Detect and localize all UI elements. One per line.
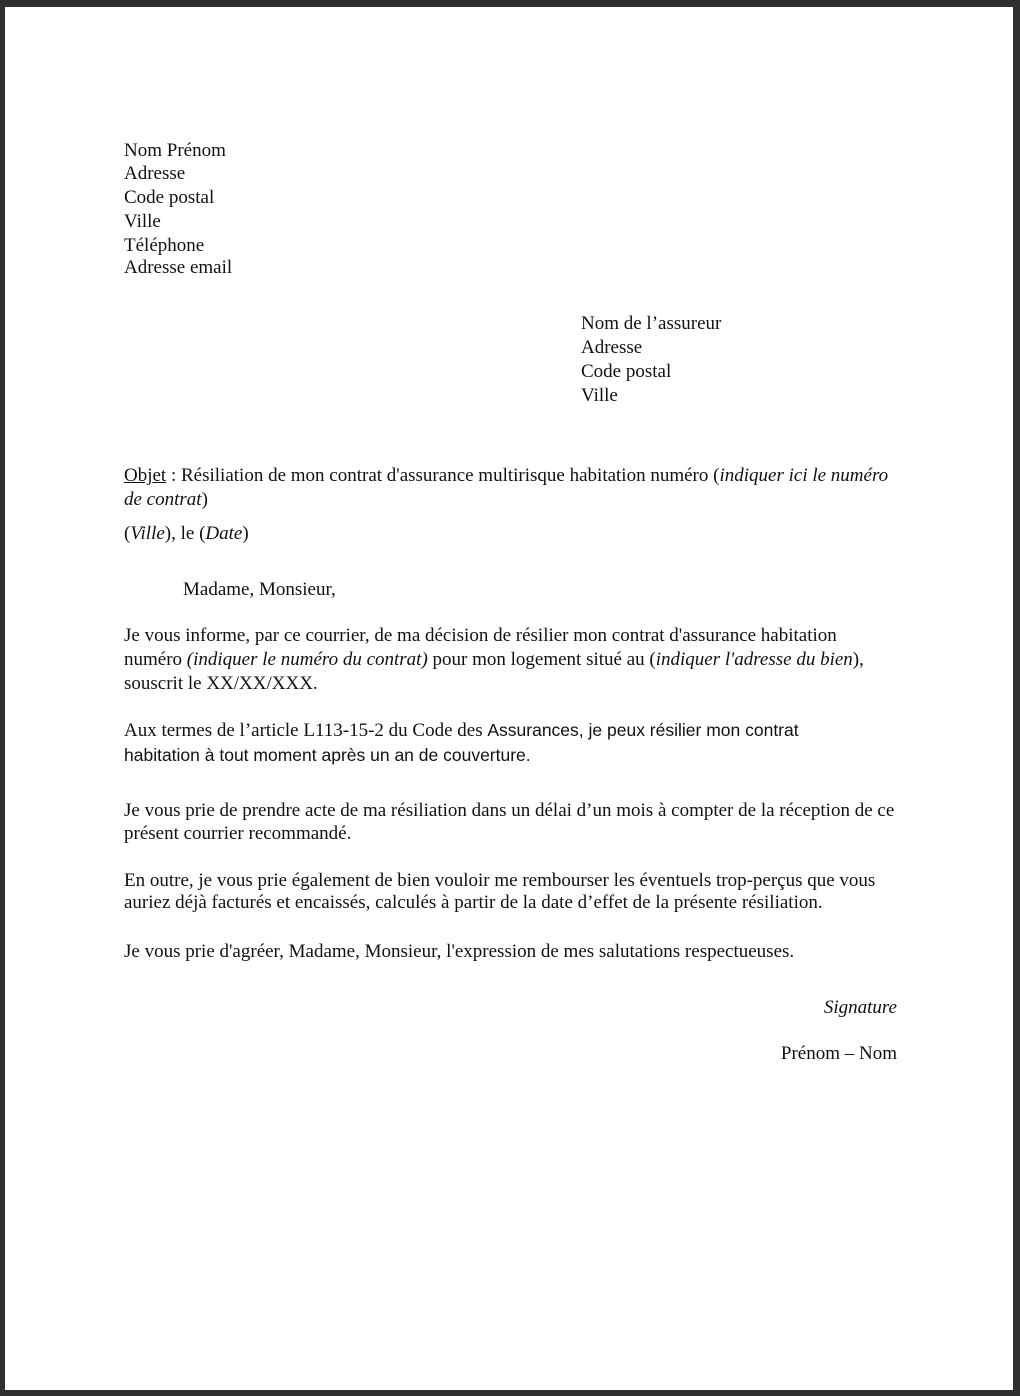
paragraph-4: En outre, je vous prie également de bien vouloir me rembourser les éventuels trop-perçus que vous auriez déjà facturés et encaissés, calculés à partir de la date d’effet de la présente résiliation. <box>124 870 876 913</box>
paragraph-1 <box>124 624 899 696</box>
sender-postal-code: Code postal <box>124 187 215 208</box>
paragraph-1-part-2: pour mon logement situé au ( <box>427 649 656 670</box>
insurer-city: Ville <box>581 385 618 406</box>
letter-page <box>5 7 1013 1390</box>
signature-label <box>824 996 897 1020</box>
signer-name: Prénom – Nom <box>780 1043 897 1064</box>
sender-name: Nom Prénom <box>124 140 226 161</box>
paragraph-1-part-1: Je vous informe, par ce courrier, de ma décision de résilier mon contrat d'assurance habitation numéro <box>124 625 837 670</box>
insurer-name: Nom de l’assureur <box>581 313 722 334</box>
place-date-middle: ), le ( <box>164 523 206 544</box>
date-placeholder: Date <box>205 523 243 544</box>
insurer-address: Adresse <box>581 337 643 358</box>
city-placeholder: Ville <box>130 523 165 544</box>
place-date-open: ( <box>124 523 131 544</box>
place-date <box>124 522 249 546</box>
paragraph-2-sans: Assurances, je peux résilier mon contrat habitation à tout moment après un an de couverture. <box>124 720 799 765</box>
paragraph-2-serif: Aux termes de l’article L113-15-2 du Code des <box>124 720 488 741</box>
subject-suffix: ) <box>201 489 208 510</box>
sender-address: Adresse <box>124 163 186 184</box>
place-date-close: ) <box>242 523 249 544</box>
sender-phone: Téléphone <box>124 235 205 256</box>
closing-formula: Je vous prie d'agréer, Madame, Monsieur, l'expression de mes salutations respectueuses. <box>124 941 795 962</box>
paragraph-1-part-3: ), souscrit le XX/XX/XXX. <box>124 649 864 694</box>
greeting: Madame, Monsieur, <box>183 579 336 600</box>
property-address-placeholder: indiquer l'adresse du bien <box>655 649 853 670</box>
sender-city: Ville <box>124 211 161 232</box>
subject-text: : Résiliation de mon contrat d'assurance multirisque habitation numéro ( <box>166 465 720 486</box>
subject-label: Objet <box>124 465 167 486</box>
signature-label-text: Signature <box>823 997 897 1018</box>
subject-line <box>124 464 899 512</box>
insurer-postal-code: Code postal <box>581 361 672 382</box>
paragraph-3: Je vous prie de prendre acte de ma résiliation dans un délai d’un mois à compter de la réception de ce présent courrier recommandé. <box>124 800 895 844</box>
contract-number-placeholder: (indiquer le numéro du contrat) <box>186 649 428 670</box>
subject-placeholder: indiquer ici le numéro de contrat <box>124 465 889 510</box>
sender-email: Adresse email <box>124 257 233 278</box>
paragraph-2 <box>124 718 824 768</box>
